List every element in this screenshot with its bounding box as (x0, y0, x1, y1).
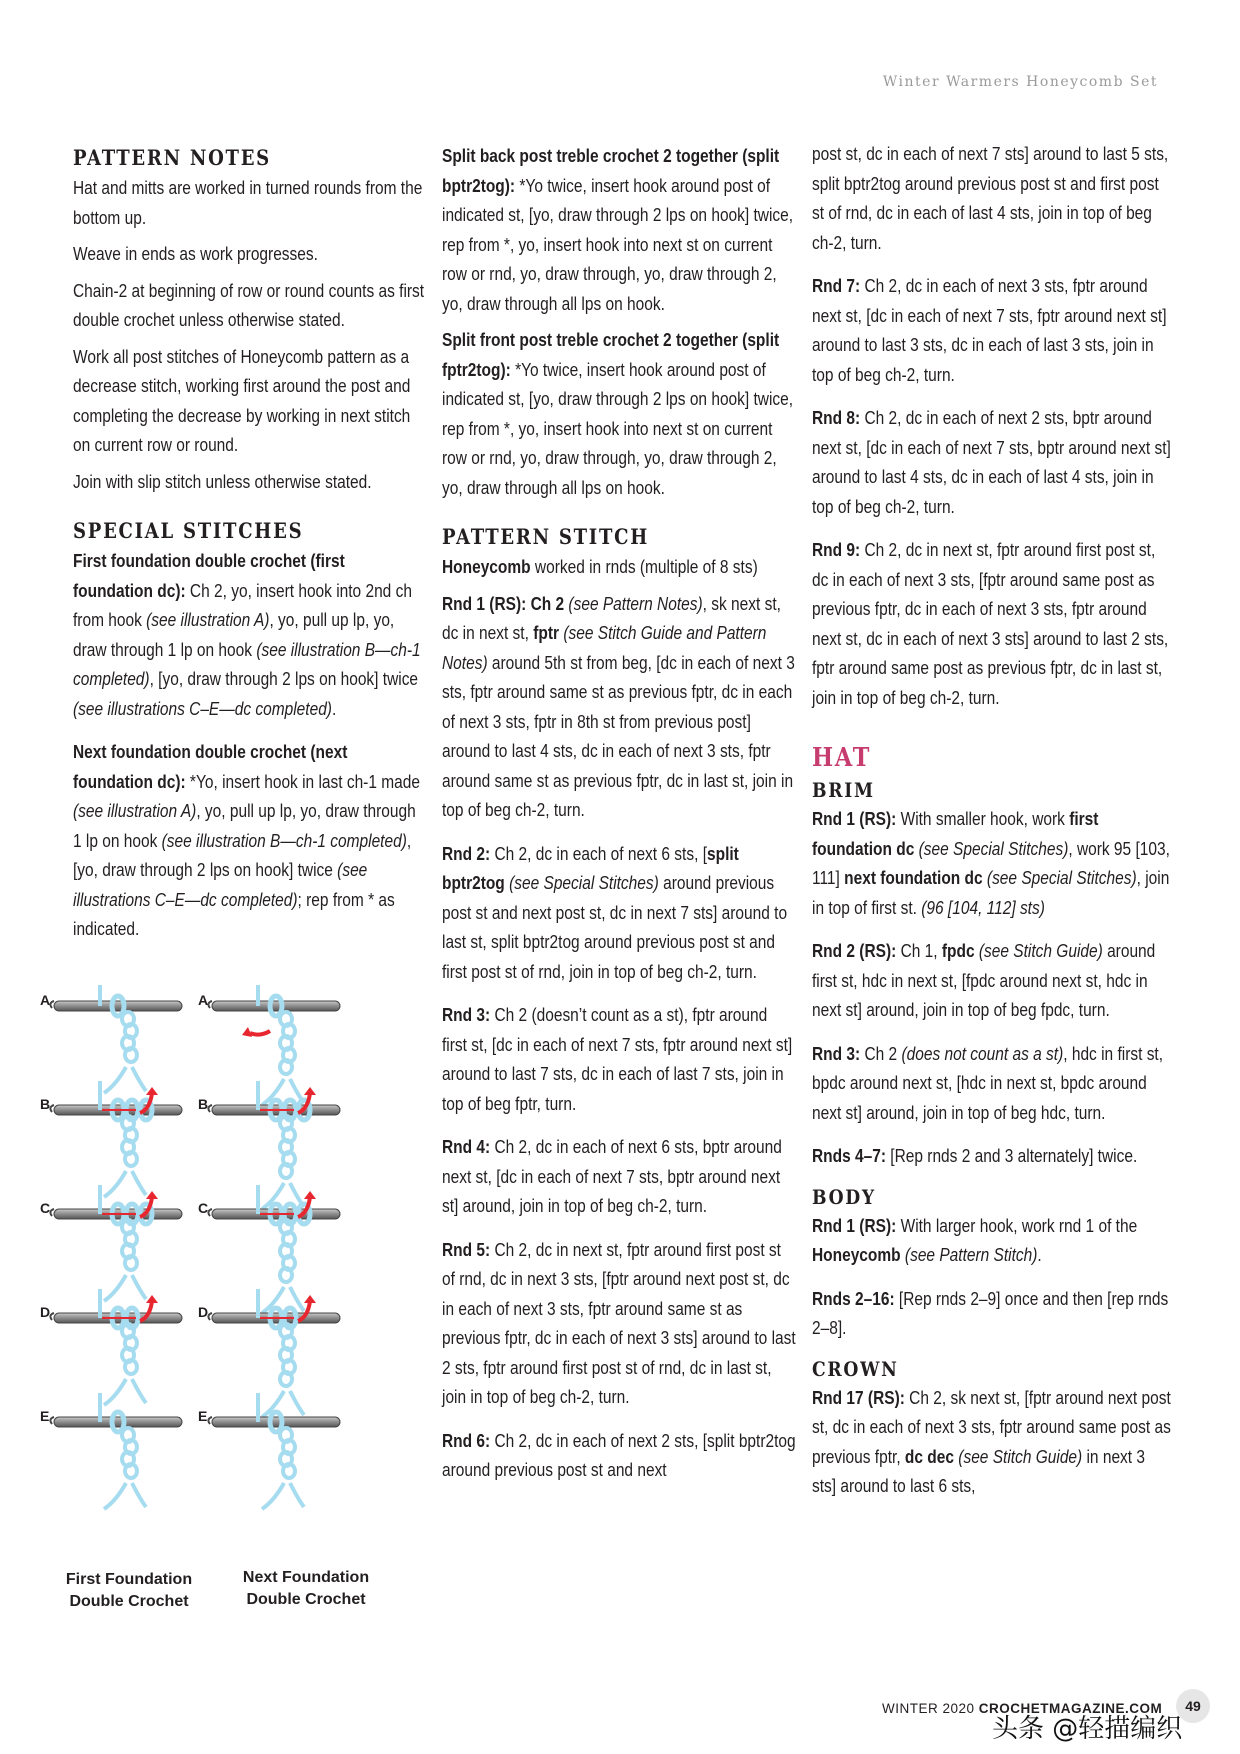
issue-label: WINTER 2020 (882, 1701, 979, 1716)
hook-icon (212, 1001, 340, 1011)
crown-rnd-17: Rnd 17 (RS): Ch 2, sk next st, [fptr around next post st, dc in each of next 3 sts, fptr around same post as previous fptr, dc dec (see Stitch Guide) in next 3 sts] around to last 6 sts, (812, 1387, 1171, 1496)
running-head: Winter Warmers Honeycomb Set (882, 74, 1158, 90)
panel-label: C (40, 1200, 51, 1216)
panel-c-first (40, 1185, 182, 1301)
brim-rnd-3: Rnd 3: Ch 2 (does not count as a st), hdc in first st, bpdc around next st, [hdc in next st, bpdc around next st] around, join in top of beg hdc, turn. (812, 1043, 1164, 1123)
body-rnd-1: Rnd 1 (RS): With larger hook, work rnd 1 of the Honeycomb (see Pattern Stitch). (812, 1215, 1138, 1265)
panel-b-first (40, 1081, 182, 1197)
arrowhead-icon (146, 1087, 158, 1095)
panel-label: A (40, 992, 51, 1008)
panel-label: C (198, 1200, 209, 1216)
page-number: 49 (1176, 1689, 1210, 1723)
hook-icon (54, 1417, 182, 1427)
pattern-rnd-4: Rnd 4: Ch 2, dc in each of next 6 sts, bptr around next st, [dc in each of next 7 sts, bptr around next st] around, join in top of beg ch-2, turn. (442, 1137, 782, 1216)
pattern-stitch-heading: PATTERN STITCH (442, 524, 649, 549)
arrowhead-icon (146, 1295, 158, 1303)
first-foundation-dc-definition: First foundation double crochet (first foundation dc): Ch 2, yo, insert hook into 2nd ch from hook (see illustration A), yo, pull up lp, yo, draw through 1 lp on hook (see illustration B—ch-1 completed), [yo, draw through 2 lps on hook] twice (see illustrations C–E—dc completed). (73, 551, 421, 719)
split-bptr2tog-definition: Split back post treble crochet 2 together (split bptr2tog): *Yo twice, insert hook around post of indicated st, [yo, draw through 2 lps on hook] twice, rep from *, yo, insert hook into next st on current row or rnd, yo, draw through, yo, draw through 2, yo, draw through all lps on hook. (442, 146, 794, 314)
direction-arrow-icon (250, 1031, 270, 1035)
panel-a-first (40, 985, 182, 1093)
note-3: Chain-2 at beginning of row or round counts as first double crochet unless otherwise stated. (73, 280, 425, 330)
panel-a-next (198, 985, 340, 1105)
crown-heading: CROWN (812, 1356, 899, 1381)
term: First foundation double crochet (first foundation dc): (73, 551, 345, 601)
column-3 (812, 142, 1173, 1509)
note-5: Join with slip stitch unless otherwise stated. (73, 471, 372, 492)
brim-heading: BRIM (812, 778, 875, 802)
pattern-rnd-6-continued: post st, dc in each of next 7 sts] around to last 5 sts, split bptr2tog around previous post st and first post st of rnd, dc in each of last 4 sts, join in top of beg ch-2, turn. (812, 144, 1169, 253)
panel-label: E (40, 1408, 50, 1424)
hook-icon (54, 1001, 182, 1011)
panel-label: D (40, 1304, 51, 1320)
brim-rnd-2: Rnd 2 (RS): Ch 1, fpdc (see Stitch Guide) around first st, hdc in next st, [fpdc around next st, hdc in next st] around, join in top of beg fpdc, turn. (812, 941, 1156, 1020)
site-label: CROCHETMAGAZINE.COM (978, 1701, 1163, 1716)
pattern-notes-heading: PATTERN NOTES (73, 145, 271, 170)
hook-icon (212, 1417, 340, 1427)
foundation-dc-illustrations (40, 985, 420, 1625)
pattern-rnd-6: Rnd 6: Ch 2, dc in each of next 2 sts, [split bptr2tog around previous post st and next (442, 1430, 796, 1480)
pattern-rnd-3: Rnd 3: Ch 2 (doesn’t count as a st), fptr around first st, [dc in each of next 7 sts, fptr around next st] around to last 7 sts, dc in each of last 7 sts, join in top of beg fptr, turn. (442, 1005, 793, 1114)
arrowhead-icon (146, 1191, 158, 1199)
term: Next foundation double crochet (next foundation dc): (73, 742, 348, 792)
panel-e-first (40, 1393, 182, 1509)
panel-label: E (198, 1408, 208, 1424)
honeycomb-intro: Honeycomb worked in rnds (multiple of 8 sts) (442, 557, 758, 577)
body-rnds-2-16: Rnds 2–16: [Rep rnds 2–9] once and then [rep rnds 2–8]. (812, 1288, 1169, 1338)
note-4: Work all post stitches of Honeycomb pattern as a decrease stitch, working first around the post and completing the decrease by working in next stitch on current row or round. (73, 346, 411, 455)
pattern-rnd-1: Rnd 1 (RS): Ch 2 (see Pattern Notes), sk next st, dc in next st, fptr (see Stitch Guide and Pattern Notes) around 5th st from beg, [dc in each of next 3 sts, fptr around same st as previous fptr, dc in each of next 3 sts, fptr in 8th st from previous post] around to last 4 sts, dc in each of next 3 sts, fptr around same st as previous fptr, dc in last st, join in top of beg ch-2, turn. (442, 593, 795, 820)
arrowhead-icon (304, 1295, 316, 1303)
column-1 (73, 142, 427, 952)
illustration-panels (40, 985, 420, 1585)
pattern-rnd-8: Rnd 8: Ch 2, dc in each of next 2 sts, bptr around next st, [dc in each of next 7 sts, bptr around next st] around to last 4 sts, dc in each of last 4 sts, join in top of beg ch-2, turn. (812, 408, 1171, 517)
caption-first-foundation: First Foundation Double Crochet (65, 1571, 193, 1610)
brim-rnd-1: Rnd 1 (RS): With smaller hook, work first foundation dc (see Special Stitches), work 95 [103, 111] next foundation dc (see Special Stitches), join in top of first st. (96 [104, 112] sts) (812, 809, 1170, 918)
panel-label: B (198, 1096, 209, 1112)
pattern-rnd-7: Rnd 7: Ch 2, dc in each of next 3 sts, fptr around next st, [dc in each of next 7 sts, fptr around next st] around to last 3 sts, dc in each of last 3 sts, join in top of beg ch-2, turn. (812, 276, 1167, 385)
caption-next-foundation: Next Foundation Double Crochet (242, 1569, 370, 1608)
pattern-rnd-2: Rnd 2: Ch 2, dc in each of next 6 sts, [split bptr2tog (see Special Stitches) around previous post st and next post st, dc in next 7 sts] around to last st, split bptr2tog around previous post st and first post st of rnd, join in top of beg ch-2, turn. (442, 843, 788, 982)
pattern-rnd-5: Rnd 5: Ch 2, dc in next st, fptr around first post st of rnd, dc in next 3 sts, [fptr around next post st, dc in each of next 3 sts, fptr around same st as previous fptr, dc in each of next 3 sts] around to last 2 sts, fptr around first post st of rnd, dc in last st, join in top of beg ch-2, turn. (442, 1239, 796, 1407)
split-fptr2tog-definition: Split front post treble crochet 2 together (split fptr2tog): *Yo twice, insert hook around post of indicated st, [yo, draw through 2 lps on hook] twice, rep from *, yo, insert hook into next st on current row or rnd, yo, draw through, yo, draw through 2, yo, draw through all lps on hook. (442, 330, 794, 498)
note-2: Weave in ends as work progresses. (73, 244, 318, 264)
brim-rnds-4-7: Rnds 4–7: [Rep rnds 2 and 3 alternately] twice. (812, 1146, 1138, 1166)
next-foundation-dc-definition: Next foundation double crochet (next foundation dc): *Yo, insert hook in last ch-1 made (see illustration A), yo, pull up lp, yo, draw through 1 lp on hook (see illustration B—ch-1 completed), [yo, draw through 2 lps on hook] twice (see illustrations C–E—dc completed); rep from * as indicated. (73, 742, 420, 939)
column-2 (442, 142, 796, 1500)
arrowhead-icon (304, 1087, 316, 1095)
special-stitches-heading: SPECIAL STITCHES (73, 518, 304, 543)
note-1: Hat and mitts are worked in turned rounds from the bottom up. (73, 178, 423, 228)
pattern-rnd-9: Rnd 9: Ch 2, dc in next st, fptr around first post st, dc in each of next 3 sts, [fptr around same post as previous fptr, dc in each of next 3 sts, fptr around next st, dc in each of next 3 sts] around to last 2 sts, fptr around same post as previous fptr, dc in last st, join in top of beg ch-2, turn. (812, 540, 1169, 708)
body-heading: BODY (812, 1184, 876, 1209)
panel-label: B (40, 1096, 51, 1112)
panel-label: D (198, 1304, 209, 1320)
panel-d-first (40, 1289, 182, 1405)
hat-heading: HAT (812, 743, 872, 773)
panel-label: A (198, 992, 209, 1008)
watermark: 头条 @轻描编织 (992, 1714, 1183, 1744)
arrowhead-icon (304, 1191, 316, 1199)
